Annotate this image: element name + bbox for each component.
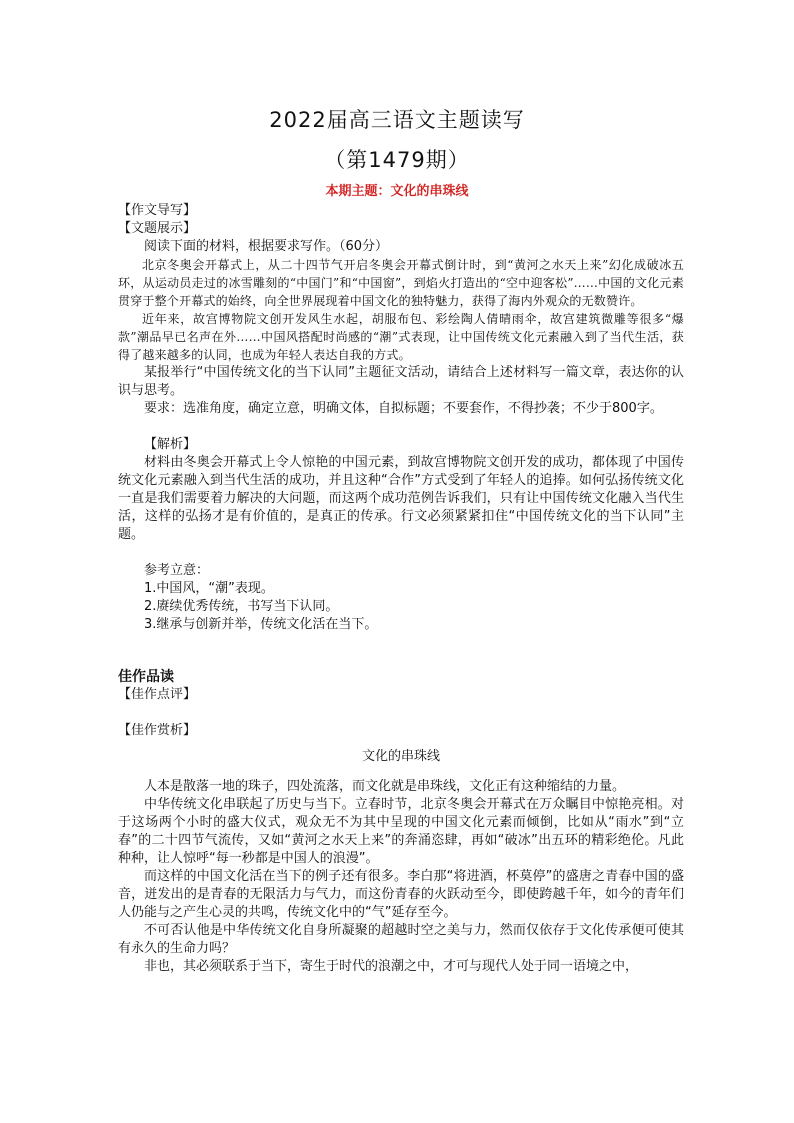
issue-theme: 本期主题：文化的串珠线 <box>325 184 469 199</box>
essay-paragraph-1: 人本是散落一地的珠子，四处流落，而文化就是串珠线，文化正有这种缩结的力量。 <box>144 779 626 794</box>
essay-paragraph-3: 而这样的中国文化活在当下的例子还有很多。李白那“将进酒，杯莫停”的盛唐之青春中国的盛音，迸发出的是青春的无限活力与气力，而这份青春的火跃动至今，即使跨越千年，如今的青年们人仍能与之产生心灵的共鸣，传统文化中的“气”延存至今。 <box>118 869 684 920</box>
material-paragraph-2: 近年来，故宫博物院文创开发风生水起，胡服布包、彩绘陶人倩晴雨伞，故宫建筑微雕等很多“爆款”潮品早已名声在外……中国风搭配时尚感的“潮”式表现，让中国传统文化元素融入到了当代生活，获得了越来越多的认同，也成为年轻人表达自我的方式。 <box>118 312 684 362</box>
prompt-label: 【文题展示】 <box>118 221 197 236</box>
excellent-section-title: 佳作品读 <box>118 669 174 685</box>
analysis-label: 【解析】 <box>144 437 197 452</box>
reference-point-1: 1.中国风，“潮”表现。 <box>144 581 274 596</box>
essay-paragraph-5: 非也，其必须联系于当下，寄生于时代的浪潮之中，才可与现代人处于同一语境之中， <box>144 959 639 974</box>
instruction: 阅读下面的材料，根据要求写作。（60分） <box>144 239 389 254</box>
appreciation-label: 【佳作赏析】 <box>118 723 197 738</box>
reference-points <box>118 580 684 634</box>
requirements-text: 要求：选准角度，确定立意，明确文体，自拟标题；不要套作，不得抄袭；不少于800字。 <box>144 401 663 416</box>
essay-paragraph-4: 不可否认他是中华传统文化自身所凝聚的超越时空之美与力，然而仅依存于文化传承便可使其有永久的生命力吗？ <box>118 923 684 956</box>
guide-label: 【作文导写】 <box>118 203 197 218</box>
reference-label: 参考立意： <box>144 563 210 578</box>
essay-title: 文化的串珠线 <box>361 749 440 764</box>
issue-number: （第1479期） <box>324 148 470 172</box>
task-text: 某报举行“中国传统文化的当下认同”主题征文活动，请结合上述材料写一篇文章，表达你的认识与思考。 <box>118 365 684 398</box>
analysis-text: 材料由冬奥会开幕式上令人惊艳的中国元素，到故宫博物院文创开发的成功，都体现了中国传统文化元素融入到当代生活的成功，并且这种“合作”方式受到了年轻人的追捧。如何弘扬传统文化一直是我们需要着力解决的大问题，而这两个成功范例告诉我们，只有让中国传统文化融入当代生活，这样的弘扬才是有价值的，是真正的传承。行文必须紧紧扣住“中国传统文化的当下认同”主题。 <box>118 455 684 542</box>
document-body <box>118 202 684 976</box>
comment-label: 【佳作点评】 <box>118 687 197 702</box>
essay-paragraph-2: 中华传统文化串联起了历史与当下。立春时节，北京冬奥会开幕式在万众瞩目中惊艳亮相。对于这场两个小时的盛大仪式，观众无不为其中呈现的中国文化元素而倾倒，比如从“雨水”到“立春”的二十四节气流传，又如“黄河之水天上来”的奔涌恣肆，再如“破冰”出五环的精彩绝伦。凡此种种，让人惊呼“每一秒都是中国人的浪漫”。 <box>118 797 684 866</box>
reference-point-2: 2.赓续优秀传统，书写当下认同。 <box>144 599 339 614</box>
reference-point-3: 3.继承与创新并举，传统文化活在当下。 <box>144 617 378 632</box>
page-title: 2022届高三语文主题读写 <box>269 108 525 132</box>
material-paragraph-1: 北京冬奥会开幕式上，从二十四节气开启冬奥会开幕式倒计时，到“黄河之水天上来”幻化成破冰五环，从运动员走过的冰雪雕刻的“中国门”和“中国窗”，到焰火打造出的“空中迎客松”……中国的文化元素贯穿于整个开幕式的始终，向全世界展现着中国文化的独特魅力，获得了海内外观众的无数赞许。 <box>118 258 684 308</box>
